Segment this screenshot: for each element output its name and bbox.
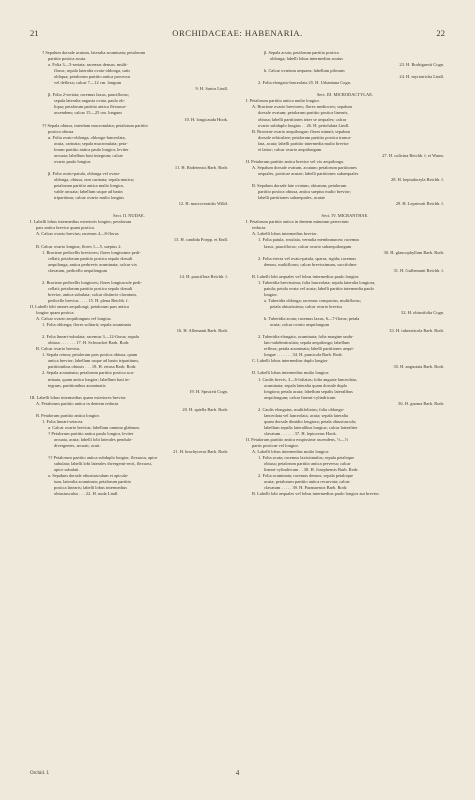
text-line: ovario paulo longius: [54, 158, 91, 164]
text-line: III. Labelli lobus intermedius quam exteriores brevior.: [30, 394, 127, 400]
text-line: I. Labelli lobus intermedius exterioris longior; petalorum: [30, 219, 132, 225]
text-line: II. Labelli lobi omnes aequilongi; petalorum pars antica: [30, 303, 129, 309]
text-line: obtusa; petalorum partitio antica perversa; calcar: [264, 461, 351, 467]
text-line: acuta; petalorum partitio antica recurvata; calcar: [264, 479, 350, 485]
text-line: 1. Caulis brevis, 3—6-foliatus; folia anguste lanceolata,: [258, 376, 357, 382]
text-line: 23. H. Rodriguesii Cogn.: [399, 62, 444, 68]
text-line: apice subulati.: [54, 467, 80, 473]
text-line: † Petalorum partitio antica paulo longior, leviter: [48, 430, 134, 436]
text-line: A. Petalorum partitio antica in dentem reducta: [36, 400, 119, 406]
text-line: dorsale ovatum; petalorum partitio postica linearis,: [258, 110, 349, 116]
text-line: 9. H. Sartor Lindl.: [195, 86, 228, 92]
text-line: obtusa . . . . . . . 17. H. Schwackei Barb. Rodr.: [48, 340, 130, 346]
text-line: 1. Folia oblonga; flores solitarii; sepala acuminata: [42, 322, 131, 328]
page-number-right: 22: [436, 28, 445, 38]
text-line: 31. H. Gullemanii Reichb. f.: [393, 267, 444, 273]
text-line: B. Bracteae ovario aequilongae; flores minuti; sepalum: [252, 128, 350, 134]
text-line: 2. Sepala acuminata; petalorum partitio postica acu-: [42, 370, 135, 376]
text-line: 33. H. tuberaticola Barb. Rodr.: [389, 328, 444, 334]
text-line: 10. H. longicauda Hook.: [184, 116, 228, 122]
text-line: 27. H. culicina Reichb. f. et Warm.: [382, 152, 444, 158]
text-line: 13. H. candida Poepp. et Endl.: [173, 237, 228, 243]
text-line: lata, acuta; labelli partitio intermedia multo brevior: [258, 140, 349, 146]
text-line: †† Petalorum partitio antica subduplo longior, flexuosa, apice: [48, 455, 158, 461]
text-line: 32. H. obtusifolia Cogn.: [401, 310, 444, 316]
text-line: 2. Folia lineari-subulata; racemus 3—12-florus; sepala: [42, 334, 139, 340]
text-line: petala obtusissima; calcar ovario brevius: [270, 303, 343, 309]
text-line: D. Labelli lobus intermedius multo longior.: [252, 370, 330, 376]
text-line: longior quam postica.: [36, 310, 75, 316]
page-header: [30, 28, 445, 40]
text-line: reducta.: [252, 225, 267, 231]
text-line: partitionibus obtusis . . . 18. H. retusa Barb. Rodr.: [48, 364, 137, 370]
text-line: labellum sepalis lateralibus longius; calcar lateraliter: [264, 424, 358, 430]
text-line: 24. H. myriotricha Lindl.: [399, 74, 444, 80]
page-number-left: 21: [30, 28, 39, 38]
text-line: 2. Bracteae pedicellis longiores; flores longiuscule pedi-: [42, 279, 142, 285]
text-line: pars antica brevior quam postica.: [36, 225, 95, 231]
text-line: 2. Folia erecta vel ovato-patula, sparsa, rigida; racemus: [258, 255, 357, 261]
text-line: oblonga; labelli lobus intermedius acutus: [270, 56, 343, 62]
text-line: longior.: [264, 291, 278, 297]
signature-mark: Orchid. I.: [30, 771, 50, 776]
text-line: 30. H. glaucophyllum Barb. Rodr.: [383, 249, 444, 255]
text-line: brevior, antica subulata; calcar distincte clavatum,: [48, 291, 137, 297]
text-line: a. Calcar ovario brevius; labellum omnino glabrum.: [48, 424, 140, 430]
text-line: lineari-cylindricum . . 38. H. Josephensis Barb. Rodr.: [264, 467, 359, 473]
text-line: A. Sepalum dorsale ovatum, acutum; petalorum partitiones: [252, 164, 357, 170]
text-line: Sect. III. MICRODACTYLAE.: [316, 92, 374, 98]
text-line: partis posticae vel longior.: [252, 443, 299, 449]
text-line: 29. H. Leprieurii Reichb. f.: [395, 201, 444, 207]
text-line: florus; sepala lateralia ovato-oblonga, satis: [54, 68, 131, 74]
text-line: a. Folia 3—5-seriata; racemus densus, multi-: [48, 62, 128, 68]
text-line: A. Calcar ovario aequilongum vel longius.: [36, 316, 112, 322]
text-line: 1. Folia patula, rosulata, vernalia membranacea; racemus: [258, 237, 360, 243]
text-line: tripartitum; calcar ovario multo longius: [54, 195, 124, 201]
text-line: b. Calcar ovarium aequans; labellum pilosum: [264, 68, 345, 74]
text-line: b. Tuberidia acuta; racemus laxus, 6—7-florus; petala: [264, 316, 360, 322]
text-line: lato-subdenticulata; sepala aequilonga; labellum: [264, 340, 350, 346]
text-line: patula; petala ovata vel acuta; labelli partitio intermedia paulo: [264, 285, 374, 291]
text-line: 2. Tuberidia elongata, acuminata; folia margine undu-: [258, 334, 354, 340]
text-line: B. Petalorum partitio antica longior.: [36, 412, 100, 418]
text-line: partitio postica obtusa, antica saepius multo brevior;: [258, 189, 351, 195]
text-line: oblonga, obtusa, non carinata; sepala mutica;: [54, 176, 134, 182]
text-line: divergentes, arcuati, acuti.: [54, 443, 101, 449]
text-line: partitio postica acuta.: [48, 56, 87, 62]
text-line: clavatum, pedicello aequilongum: [48, 267, 108, 273]
text-line: clavatum . . . . . . 37. H. leptoceras Hook.: [264, 430, 337, 436]
text-line: 1. Sepala retusa; petalorum pars postica obtusa, quam: [42, 352, 138, 358]
text-line: longiora; petala acuta; labellum sepalis lateralibus: [264, 388, 353, 394]
text-line: Sect. IV. MICRANTHAE.: [321, 213, 369, 219]
text-line: 2. Folia acuminata; racemus densus; sepala petaloque: [258, 473, 354, 479]
text-line: valde arcuata; labellum usque ad basin: [54, 189, 123, 195]
right-column: [246, 50, 444, 497]
text-line: ascendens; calcar 15—25 cm. longum: [54, 110, 122, 116]
text-line: obliqua; petalorum partitio antica processu: [54, 74, 130, 80]
text-line: A. Bracteae ovario breviores; flores mediocres; sepalum: [252, 104, 352, 110]
text-line: vel deflexa; calcar 7—12 cm. longum: [54, 80, 122, 86]
text-line: labelli partitiones subaequales, acutae: [258, 195, 326, 201]
text-line: liqua; petalorum partitio antica flexuoso-: [54, 104, 127, 110]
text-line: 2. Folia elongato-lanceolata 25. H. Urbaniana Cogn.: [258, 80, 351, 86]
text-line: A. Labelli lobus intermedius brevior.: [252, 231, 318, 237]
text-line: 1. Folia acuta; racemus laxissimulus; sepala petaloque: [258, 455, 355, 461]
text-line: 20. H. apiella Barb. Rodr.: [182, 406, 228, 412]
text-line: cellati; petalorum partitio postica sepalo dorsali: [48, 285, 133, 291]
text-line: B. Labelli lobi aequales vel lobus intermedius paulo longior aut brevior.: [252, 491, 380, 497]
text-line: longae . . . . . . . 34. H. pumicola Barb. Rodr.: [264, 352, 343, 358]
text-line: et latior; calcar ovario aequilongum: [258, 146, 322, 152]
text-line: B. Labelli lobi aequales vel lobus intermedius paulo longior.: [252, 273, 360, 279]
text-line: cellati; petalorum partitio postica sepalo dorsali: [48, 255, 133, 261]
text-line: B. Calcar ovario longius; flores 1—5, saepius 2.: [36, 243, 122, 249]
text-line: minata, quam antica longior; labellum basi in-: [48, 376, 130, 382]
text-line: α. Folia ovato-oblonga, oblongo-lanceolata,: [48, 134, 126, 140]
text-line: aequilongum; calcar lineari-cylindricum: [264, 394, 336, 400]
text-line: 19. H. Spruceii Cogn.: [189, 388, 228, 394]
text-line: 16. H. Allemanii Barb. Rodr.: [176, 328, 228, 334]
text-line: aequales, posticae acutae; labelli partitiones subaequales: [258, 170, 359, 176]
text-line: pedicello brevius . . . . 15. H. plena Reichb. f.: [48, 297, 129, 303]
text-line: β. Folia 2-seriata; racemus laxus, pauciflorus;: [48, 92, 129, 98]
text-line: † Sepalum dorsale acutum, lateralia acuminata; petalorum: [42, 50, 146, 55]
text-line: petalorum partitio antica multo longior,: [54, 183, 124, 189]
text-line: ovario subduplo longius . . 26. H. petiolulata Lindl.: [258, 122, 350, 128]
left-column: [30, 50, 228, 497]
text-line: reflexa; petala acuminata; labelli partitiones aequi-: [264, 346, 355, 352]
text-line: 12. H. macroceratitis Willd.: [178, 201, 228, 207]
text-line: quam dorsale dimidio longiora; petala obtusiuscula;: [264, 418, 357, 424]
text-line: antica brevior; labellum usque ad basin tripartitum,: [48, 358, 139, 364]
text-line: postica linearis; labelli lobus intermedius: [54, 485, 127, 491]
text-line: Sect. II. NUDAE.: [113, 213, 145, 219]
text-line: aequilonga, antica perbrevis acuminata; calcar vix: [48, 261, 137, 267]
text-line: lorum partitio antica paulo longior, leviter: [54, 146, 129, 152]
text-line: 2. Caulis elongatus, multifoliatus; folia oblongo-: [258, 406, 345, 412]
text-line: †† Sepala obtusa, interdum mucronulata; petalorum partitio: [42, 122, 148, 128]
text-line: postica obtusa.: [48, 128, 75, 134]
text-line: a. Sepalum dorsale obtusiusculum et apicula-: [48, 473, 129, 479]
text-line: laxus, pauciflorus; calcar ovario subaequilongum: [264, 243, 352, 249]
text-line: tum, lateralia acuminata; petalorum partitio: [54, 479, 132, 485]
text-line: B. Calcar ovario brevius.: [36, 346, 81, 352]
text-line: 14. H. pauciflora Reichb. f.: [179, 273, 228, 279]
text-line: 36. H. gnoma Barb. Rodr.: [398, 400, 444, 406]
text-line: acuta; calcar ovario aequilongum: [270, 322, 330, 328]
text-line: dorsale orbiculare; petalorum partitio postica trunca-: [258, 134, 352, 140]
text-line: acuminata; sepala lateralia quam dorsale duplo: [264, 382, 348, 388]
text-line: obtusiusculus . . . 22. H. nuda Lindl.: [54, 491, 119, 497]
text-line: I. Petalorum partitio antica in dentem minutum perrectum: [246, 219, 349, 225]
text-line: 28. H. heptadactyla Reichb. f.: [391, 176, 444, 182]
text-line: a. Tuberidia oblonga; racemus compactus, multiflorus;: [264, 297, 361, 303]
text-line: 21. H. brachyceras Barb. Rodr.: [173, 449, 228, 455]
text-line: sepala lateralia angusta ovata, paulo ob-: [54, 98, 125, 104]
text-line: acuta, carinata; sepala mucronulata; peta-: [54, 140, 128, 146]
text-line: 1. Bracteae pedicellis breviores; flores longissime pedi-: [42, 249, 141, 255]
text-line: clavatum . . . . . 39. H. Paranaensis Barb. Rodr.: [264, 485, 348, 491]
text-line: B. Sepalum dorsale late ovatum, obtusum; petalorum: [252, 183, 347, 189]
text-line: 1. Folia lineari-setacea.: [42, 418, 84, 424]
running-title: ORCHIDACEAE: HABENARIA.: [172, 28, 303, 38]
text-line: densus, multiflorus; calcar brevissimum, saccifolme: [264, 261, 357, 267]
text-line: C. Labelli lobus intermedius duplo longior: [252, 358, 328, 364]
text-line: β. Folia ovato-patula, oblonga vel ovato-: [48, 170, 121, 176]
text-line: β. Sepala acuta; petalorum partitio postica: [264, 50, 339, 55]
text-line: subulata; labelli lobi laterales divergenti-recti, flexuosi,: [54, 461, 153, 467]
text-line: lanceolata vel lanceolata, acuta; sepala lateralia: [264, 412, 349, 418]
text-line: II. Petalorum partitio antica brevior vel vix aequilonga.: [246, 158, 344, 164]
text-line: II. Petalorum partitio antica exspissime ascendens, ½—⅓: [246, 437, 349, 442]
text-line: 1. Tuberidia brevissima; folia lanceolata; sepala lateralia longiora,: [258, 279, 376, 285]
text-line: A. Calcar ovario brevius; racemus 4—8-florus: [36, 231, 119, 237]
text-line: arcuata; labellum basi integrum; calcar: [54, 152, 123, 158]
text-line: 11. H. Rodeiensis Barb. Rodr.: [174, 164, 228, 170]
text-line: tegrum, partitionibus acuminatis: [48, 382, 106, 388]
text-line: 35. H. angustata Barb. Rodr.: [393, 364, 444, 370]
text-line: A. Labelli lobus intermedius multo longior.: [252, 449, 330, 455]
sheet-number: 4: [235, 769, 240, 777]
text-line: arcuata, acuta; labelli lobi laterales pendulo-: [54, 437, 133, 442]
text-line: I. Petalorum partitio antica multo longior.: [246, 98, 320, 104]
text-line: obtusa; labelli partitiones inter se aequales; calcar: [258, 116, 347, 122]
